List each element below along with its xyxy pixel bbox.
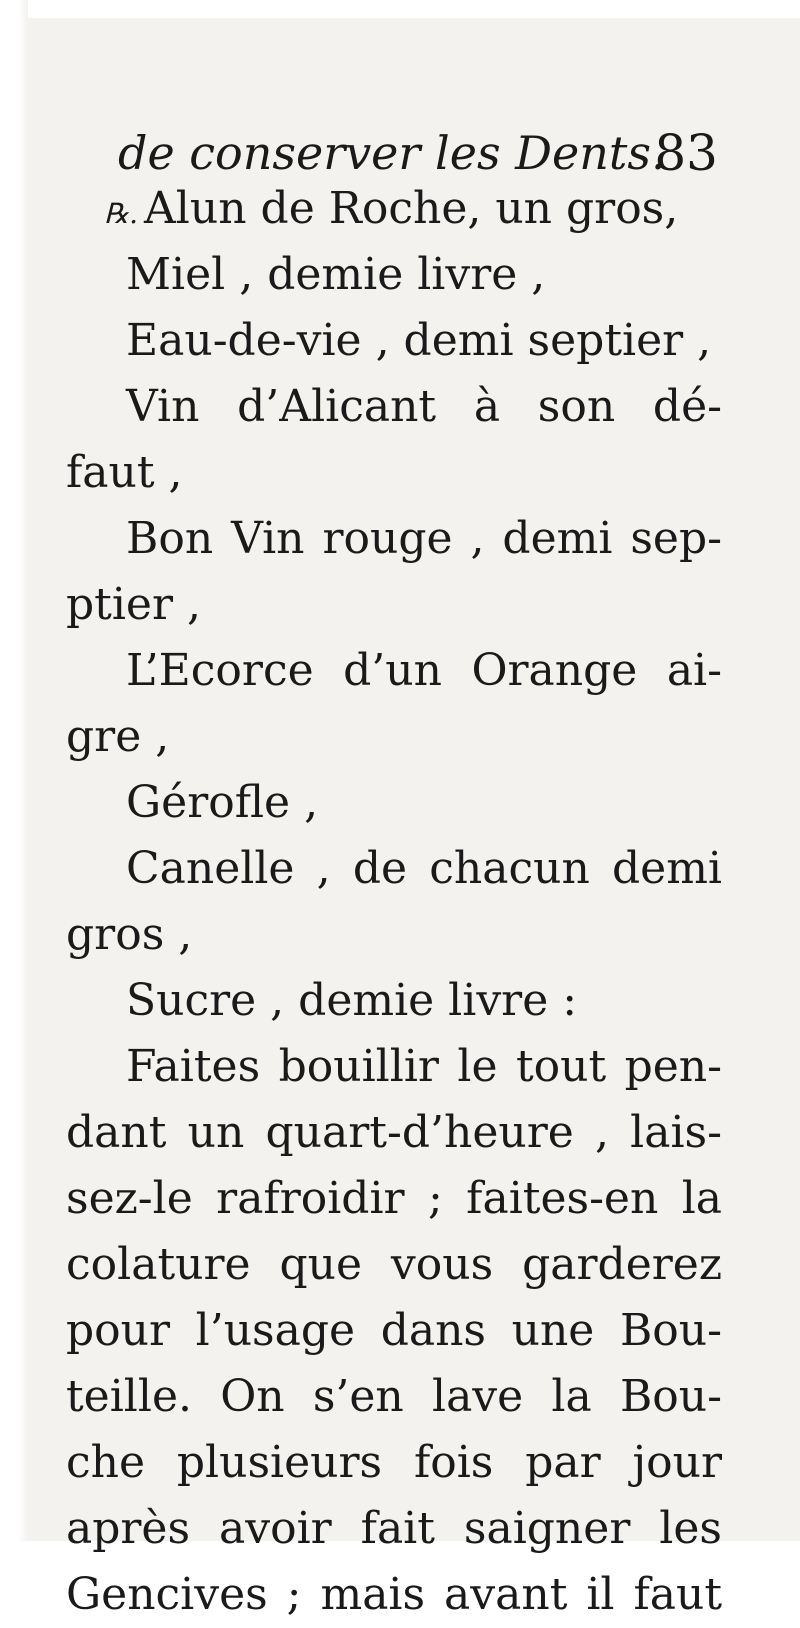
text-line: après avoir fait saigner les — [66, 1503, 722, 1554]
text-line — [66, 176, 722, 242]
text-line: dant un quart-d’heure , lais- — [66, 1107, 722, 1158]
text-line: teille. On s’en lave la Bou- — [66, 1371, 722, 1422]
text-line: colature que vous garderez — [66, 1239, 722, 1290]
text-line: Miel , demie livre , — [126, 249, 546, 300]
text-line: sez-le rafroidir ; faites-en la — [66, 1173, 722, 1224]
text-line: Bon Vin rouge , demi sep- — [126, 513, 722, 564]
text-line: Canelle , de chacun demi — [126, 843, 722, 894]
page-margin — [0, 0, 28, 1541]
page-number: 83 — [654, 124, 718, 182]
text-line: faut , — [66, 447, 183, 498]
text-line: ptier , — [66, 579, 201, 630]
text-line: Gencives ; mais avant il faut — [66, 1569, 722, 1620]
page-top-edge — [28, 0, 800, 18]
text-line: Eau-de-vie , demi septier , — [126, 315, 712, 366]
text-line: L’Ecorce d’un Orange ai- — [126, 645, 722, 696]
text-body — [66, 176, 722, 1628]
text-line: gros , — [66, 909, 193, 960]
running-title: de conserver les Dents. — [118, 126, 666, 180]
text-line: Faites bouillir le tout pen- — [126, 1041, 722, 1092]
text-line: pour l’usage dans une Bou- — [66, 1305, 722, 1356]
text-line: che plusieurs fois par jour — [66, 1437, 722, 1488]
recipe-symbol: ℞. — [104, 197, 139, 230]
text-line: Sucre , demie livre : — [126, 975, 578, 1026]
text-line: Vin d’Alicant à son dé- — [126, 381, 722, 432]
text-line: gre , — [66, 711, 170, 762]
text-line-content: Alun de Roche, un gros, — [144, 183, 679, 234]
text-line: Gérofle , — [126, 777, 319, 828]
